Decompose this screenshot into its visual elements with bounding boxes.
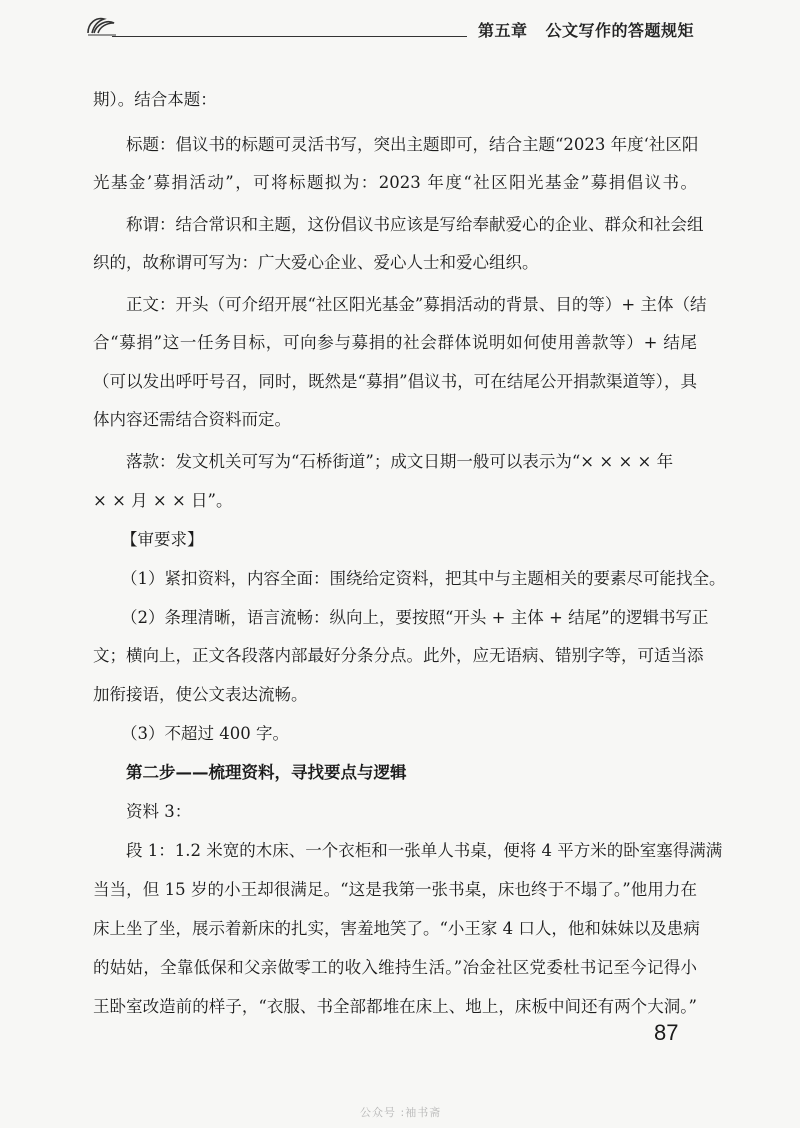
text-line: 织的，故称谓可写为：广大爱心企业、爱心人士和爱心组织。 — [93, 253, 539, 272]
text-line: 的姑姑，全靠低保和父亲做零工的收入维持生活。”冶金社区党委杜书记至今记得小 — [93, 958, 697, 977]
page-number: 87 — [654, 1020, 679, 1045]
text-line: 文；横向上，正文各段落内部最好分条分点。此外，应无语病、错别字等，可适当添 — [93, 646, 704, 665]
text-line: 床上坐了坐，展示着新床的扎实，害羞地笑了。“小王家 4 口人，他和妹妹以及患病 — [93, 919, 700, 938]
text-line: （1）紧扣资料，内容全面：围绕给定资料，把其中与主题相关的要素尽可能找全。 — [121, 569, 726, 588]
text-line: （3）不超过 400 字。 — [121, 724, 289, 743]
text-line: （可以发出呼吁号召，同时，既然是“募捐”倡议书，可在结尾公开捐款渠道等），具 — [93, 372, 697, 391]
text-line: 合“募捐”这一任务目标，可向参与募捐的社会群体说明如何使用善款等）+ 结尾 — [93, 333, 697, 352]
text-line: 落款：发文机关可写为“石桥街道”；成文日期一般可以表示为“× × × × 年 — [126, 452, 674, 471]
text-line: （2）条理清晰，语言流畅：纵向上，要按照“开头 + 主体 + 结尾”的逻辑书写正 — [121, 608, 709, 627]
text-line: 光基金’募捐活动”，可将标题拟为：2023 年度“社区阳光基金”募捐倡议书。 — [93, 173, 697, 192]
chapter-label: 第五章 — [478, 21, 528, 40]
text-line: 正文：开头（可介绍开展“社区阳光基金”募捐活动的背景、目的等）+ 主体（结 — [126, 295, 707, 314]
header-rule — [112, 36, 467, 37]
text-line: 段 1：1.2 米宽的木床、一个衣柜和一张单人书桌，便将 4 平方米的卧室塞得满满 — [126, 841, 723, 860]
chapter-title: 公文写作的答题规矩 — [545, 21, 695, 40]
text-line: × × 月 × × 日”。 — [93, 491, 233, 510]
material-label: 资料 3： — [126, 802, 192, 821]
text-line: 标题：倡议书的标题可灵活书写，突出主题即可，结合主题“2023 年度‘社区阳 — [126, 135, 699, 154]
text-line: 王卧室改造前的样子，“衣服、书全部都堆在床上、地上，床板中间还有两个大洞。” — [93, 997, 697, 1016]
text-line: 体内容还需结合资料而定。 — [93, 410, 291, 429]
text-line: 称谓：结合常识和主题，这份倡议书应该是写给奉献爱心的企业、群众和社会组 — [126, 215, 704, 234]
watermark: 公众号 :袖书斋 — [360, 1106, 442, 1119]
step-heading: 第二步——梳理资料，寻找要点与逻辑 — [126, 763, 407, 782]
text-line: 期）。结合本题： — [93, 90, 217, 109]
running-header — [0, 0, 800, 60]
section-label: 【审要求】 — [121, 530, 204, 549]
text-line: 当当，但 15 岁的小王却很满足。“这是我第一张书桌，床也终于不塌了。”他用力在 — [93, 880, 697, 899]
leaf-icon — [84, 13, 118, 37]
chapter-heading — [478, 18, 694, 41]
text-line: 加衔接语，使公文表达流畅。 — [93, 685, 308, 704]
